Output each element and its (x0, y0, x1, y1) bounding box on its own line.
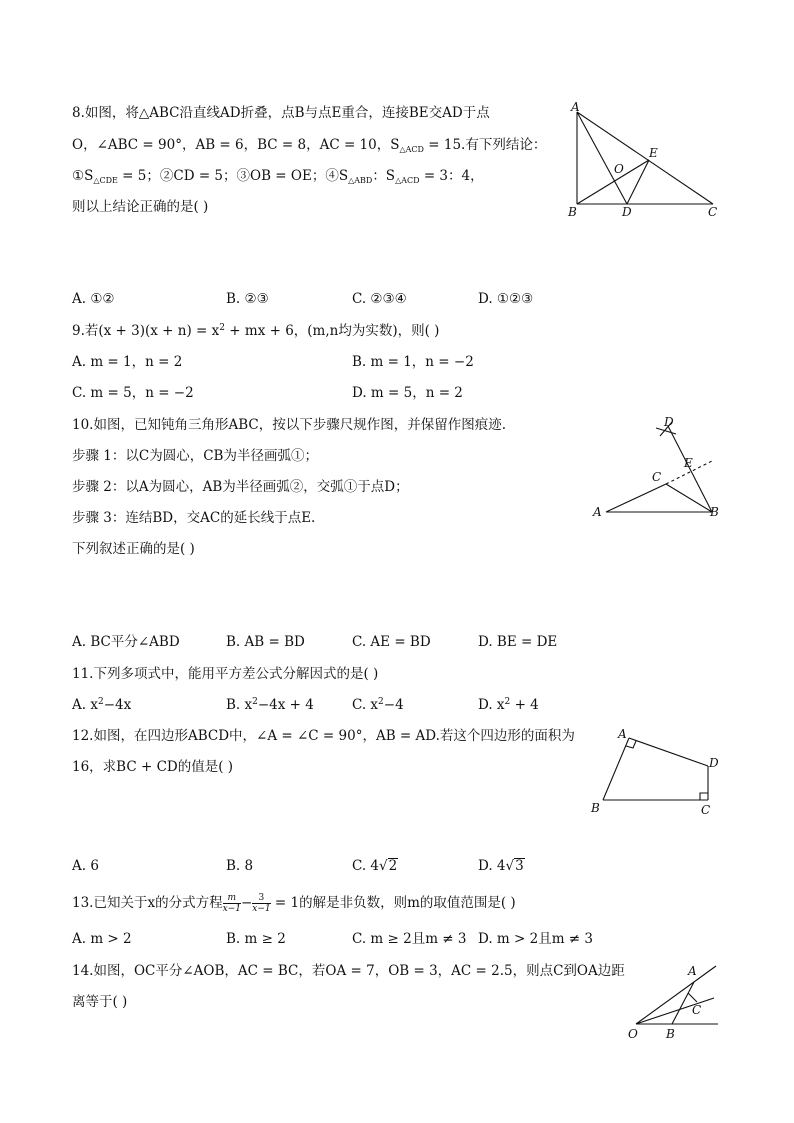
q10-option-a[interactable]: A. BC平分∠ABD (72, 634, 180, 650)
q12-option-b[interactable]: B. 8 (226, 858, 254, 874)
q12-option-d[interactable]: D. 4√3 (478, 858, 524, 874)
q8-line2: O，∠ABC = 90°，AB = 6，BC = 8，AC = 10，$S_{\triangle ACD} = 15$.有下列结论： (72, 137, 547, 154)
q12-label-D: D (709, 756, 719, 770)
q10-line1: 10.如图，已知钝角三角形ABC，按以下步骤尺规作图，并保留作图痕迹. (72, 417, 507, 433)
q8-option-b[interactable]: B. ②③ (226, 291, 269, 307)
q11-option-d[interactable]: D. $x^2 + 4$ (478, 697, 539, 713)
q13-option-a[interactable]: A. m > 2 (72, 931, 132, 947)
q8-label-C: C (708, 205, 718, 219)
q10-line5: 下列叙述正确的是( ) (72, 541, 195, 557)
q13-stem: 13.已知关于x的分式方程 $\frac{m}{x-1}$ − $\frac{3}{x-1}$ = 1的解是非负数，则m的取值范围是( ) (72, 893, 516, 914)
q11-option-c[interactable]: C. $x^2-4$ (352, 697, 404, 713)
q14-label-B: B (666, 1027, 675, 1041)
q8-label-B: B (568, 205, 577, 219)
q8-option-a[interactable]: A. ①② (72, 291, 115, 307)
q10-step2: 步骤 2：以A为圆心，AB为半径画弧②，交弧①于点D； (72, 479, 409, 495)
q13-option-c[interactable]: C. m ≥ 2且m ≠ 3 (352, 931, 467, 947)
q10-figure (590, 410, 730, 525)
q8-option-d[interactable]: D. ①②③ (478, 291, 534, 307)
q11-stem: 11.下列多项式中，能用平方差公式分解因式的是( ) (72, 666, 379, 682)
q8-label-E: E (649, 146, 658, 160)
q10-option-c[interactable]: C. AE = BD (352, 634, 431, 650)
q12-label-C: C (701, 803, 711, 817)
q8-option-c[interactable]: C. ②③④ (352, 291, 407, 307)
q10-label-E: E (684, 456, 693, 470)
q10-label-D: D (664, 415, 674, 429)
q9-option-a[interactable]: A. m = 1，n = 2 (72, 354, 183, 370)
q10-label-B: B (710, 505, 719, 519)
q10-option-d[interactable]: D. BE = DE (478, 634, 558, 650)
q11-option-a[interactable]: A. $x^2-4x$ (72, 697, 132, 713)
q9-option-d[interactable]: D. m = 5，n = 2 (352, 385, 463, 401)
q12-option-a[interactable]: A. 6 (72, 858, 99, 874)
q13-fraction-2: $\frac{3}{x-1}$ (252, 893, 271, 914)
q14-label-A: A (688, 964, 697, 978)
q9-option-b[interactable]: B. m = 1，n = −2 (352, 354, 474, 370)
q10-option-b[interactable]: B. AB = BD (226, 634, 305, 650)
q10-step3: 步骤 3：连结BD，交AC的延长线于点E. (72, 510, 316, 526)
q14-label-C: C (692, 1003, 702, 1017)
q12-line1: 12.如图，在四边形ABCD中，∠A = ∠C = 90°，AB = AD.若这个四边形的面积为 (72, 728, 575, 744)
q12-line2: 16，求BC + CD的值是( ) (72, 759, 234, 775)
q8-line1: 8.如图，将△ABC沿直线AD折叠，点B与点E重合，连接BE交AD于点 (72, 105, 490, 121)
q13-option-d[interactable]: D. m > 2且m ≠ 3 (478, 931, 593, 947)
q13-fraction-1: $\frac{m}{x-1}$ (222, 893, 241, 914)
q11-option-b[interactable]: B. $x^2-4x + 4$ (226, 697, 314, 713)
q8-line4: 则以上结论正确的是( ) (72, 199, 209, 215)
q14-line1: 14.如图，OC平分∠AOB，AC = BC，若OA = 7，OB = 3，AC = 2.5，则点C到OA边距 (72, 963, 625, 979)
q13-option-b[interactable]: B. m ≥ 2 (226, 931, 286, 947)
q14-line2: 离等于( ) (72, 994, 128, 1010)
q12-label-B: B (591, 801, 600, 815)
q8-label-D: D (622, 205, 632, 219)
q12-figure (585, 722, 725, 822)
q12-option-c[interactable]: C. 4√2 (352, 858, 398, 874)
q8-figure (565, 98, 725, 223)
q12-label-A: A (618, 727, 627, 741)
q9-stem: 9.若$(x + 3)(x + n) = x^2$ + mx + 6，(m,n均为实数)，则( ) (72, 323, 440, 339)
q8-label-A: A (571, 100, 580, 114)
q14-label-O: O (628, 1027, 638, 1041)
q10-label-C: C (652, 470, 662, 484)
q8-label-O: O (614, 162, 624, 176)
q14-figure (622, 958, 732, 1043)
q10-step1: 步骤 1：以C为圆心，CB为半径画弧①； (72, 448, 318, 464)
q9-option-c[interactable]: C. m = 5，n = −2 (72, 385, 194, 401)
q8-line3: $①S_{\triangle CDE} = 5$；②CD = 5；③OB = OE；$④S_{\triangle ABD}$：$S_{\triangle ACD} = 3$：4， (72, 168, 484, 185)
q10-label-A: A (593, 505, 602, 519)
